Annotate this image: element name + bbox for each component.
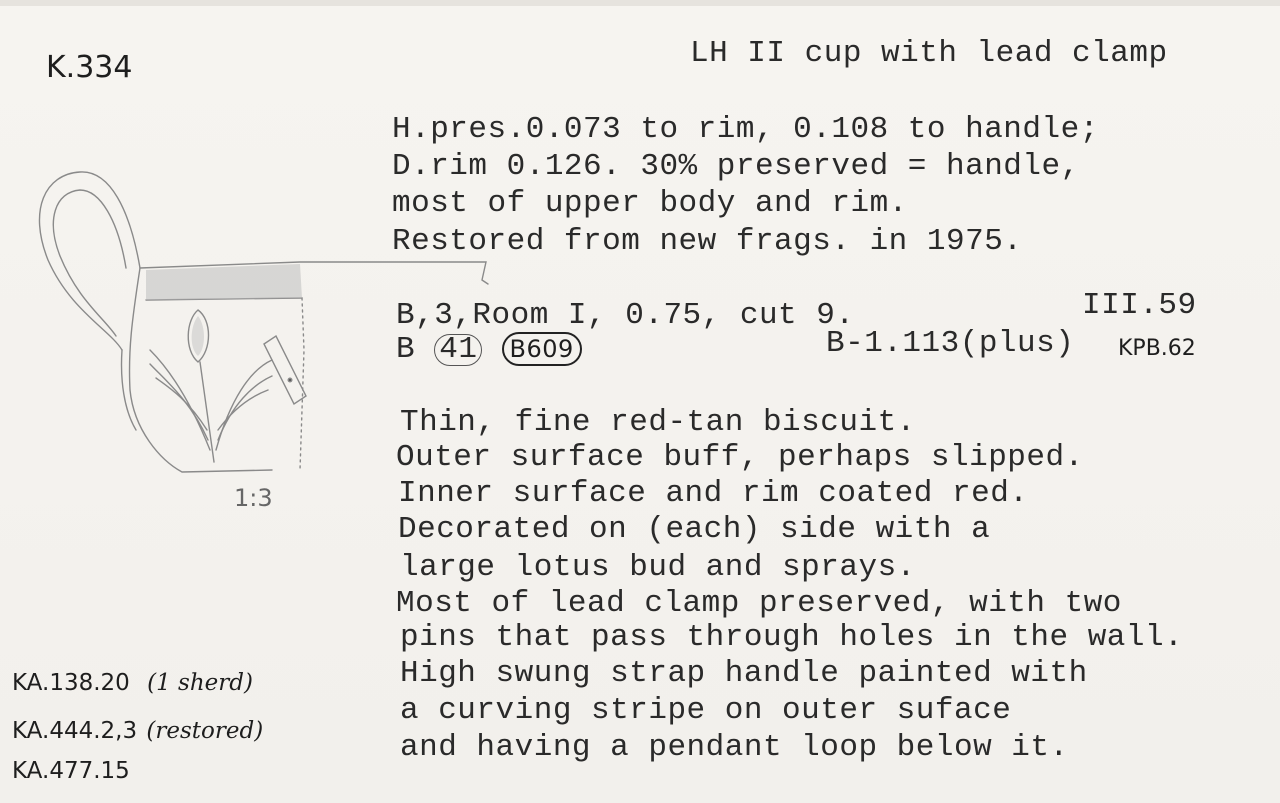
catalog-number: K.334: [46, 50, 133, 85]
dimension-line-4: Restored from new frags. in 1975.: [392, 224, 1023, 259]
description-line-1: Thin, fine red-tan biscuit.: [400, 405, 916, 440]
reference-right-1: III.59: [1082, 288, 1197, 323]
b-boxed-number: B609: [502, 332, 582, 366]
description-line-9: a curving stripe on outer suface: [400, 693, 1012, 728]
card-title: LH II cup with lead clamp: [690, 36, 1168, 71]
description-line-2: Outer surface buff, perhaps slipped.: [396, 440, 1084, 475]
ka-reference-2: [12, 718, 263, 744]
card-top-edge: [0, 0, 1280, 6]
scale-label: 1:3: [234, 484, 273, 512]
description-line-6: Most of lead clamp preserved, with two: [396, 586, 1122, 621]
ka-ref-2-number: KA.444.2,3: [12, 718, 138, 744]
lead-clamp: [264, 336, 306, 404]
clamp-pin-hole: [288, 378, 292, 382]
handle-outline-inner: [53, 190, 126, 336]
spray-right-2: [218, 376, 272, 440]
description-line-4: Decorated on (each) side with a: [398, 512, 991, 547]
findspot-line: B,3,Room I, 0.75, cut 9.: [396, 298, 855, 333]
description-line-3: Inner surface and rim coated red.: [398, 476, 1029, 511]
rim-band-shading: [146, 264, 302, 300]
description-line-7: pins that pass through holes in the wall.: [400, 620, 1184, 655]
bud-shading: [192, 316, 204, 356]
ka-ref-2-note: (restored): [146, 718, 264, 744]
ka-reference-3: KA.477.15: [12, 758, 130, 784]
cup-drawing: [0, 150, 500, 490]
spray-right-1: [216, 360, 272, 450]
dimension-line-1: H.pres.0.073 to rim, 0.108 to handle;: [392, 112, 1099, 147]
dimension-line-3: most of upper body and rim.: [392, 186, 908, 221]
description-line-8: High swung strap handle painted with: [400, 656, 1088, 691]
reference-right-2: B-1.113(plus): [826, 326, 1075, 361]
inner-wall-line: [122, 350, 136, 430]
ka-reference-1: [12, 670, 253, 696]
ka-ref-1-note: (1 sherd): [147, 670, 253, 696]
lotus-stem: [200, 362, 214, 462]
ka-ref-1-number: KA.138.20: [12, 670, 130, 696]
b-prefix: B: [396, 332, 416, 367]
description-line-10: and having a pendant loop below it.: [400, 730, 1069, 765]
kpb-reference: KPB.62: [1118, 336, 1196, 361]
spray-left-2: [150, 364, 208, 440]
dimension-line-2: D.rim 0.126. 30% preserved = handle,: [392, 149, 1080, 184]
description-line-5: large lotus bud and sprays.: [400, 550, 916, 585]
b-circled-number: 41: [434, 334, 482, 366]
